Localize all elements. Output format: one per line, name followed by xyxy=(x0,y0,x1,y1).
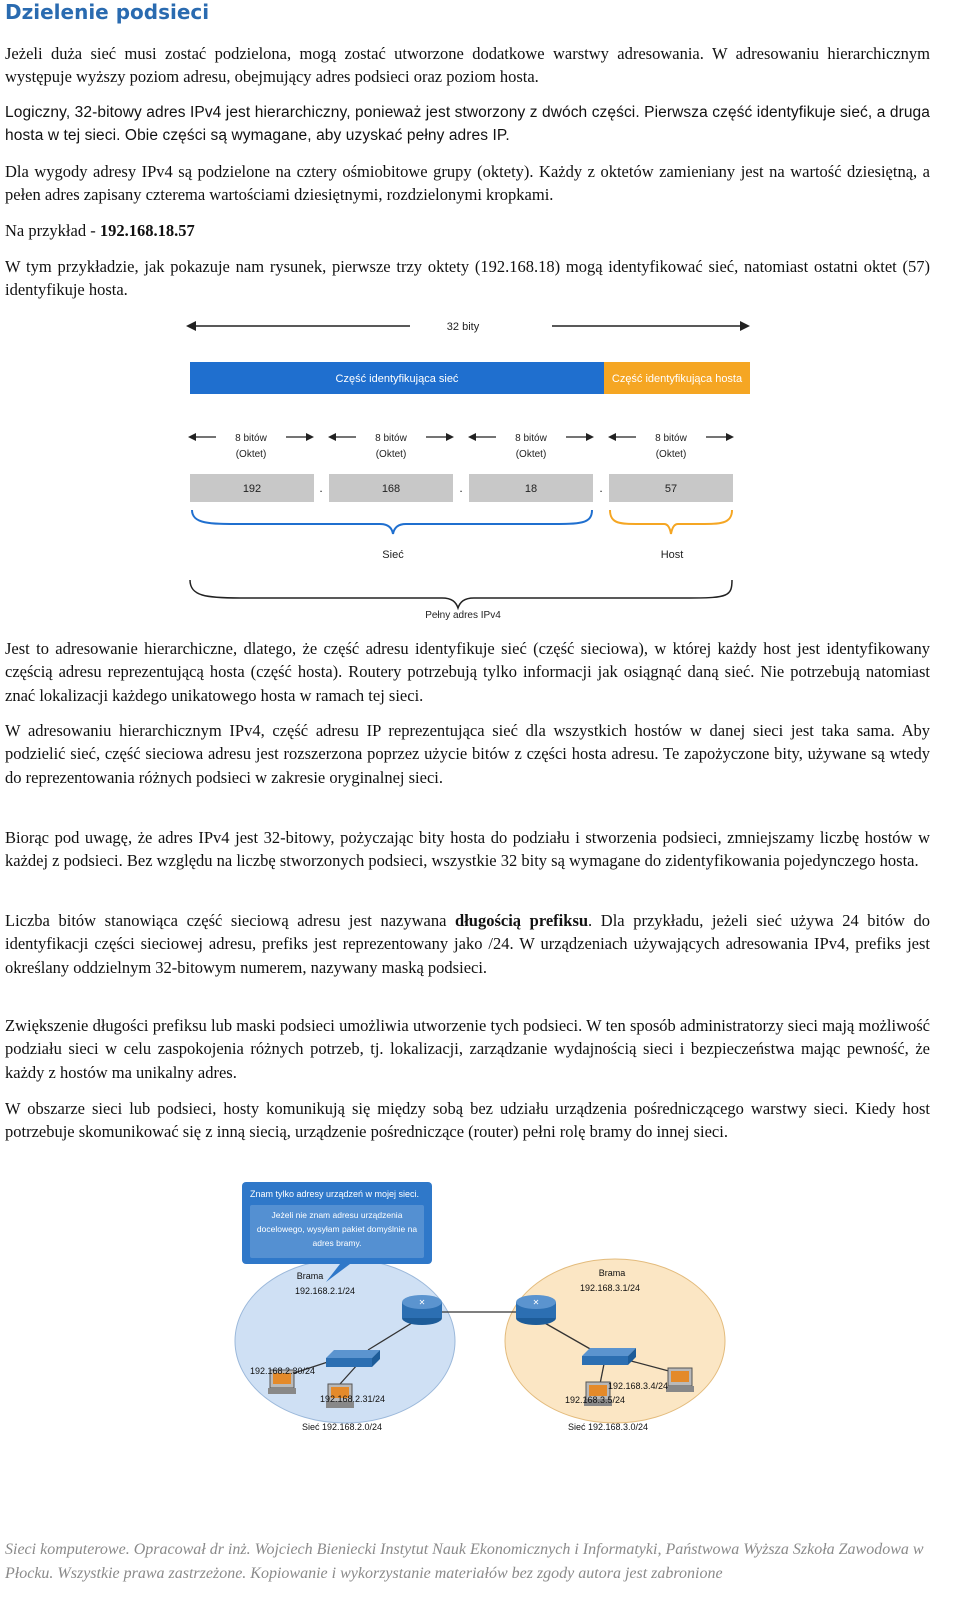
gateway-right-ip: 192.168.3.1/24 xyxy=(579,1283,641,1293)
example-address: 192.168.18.57 xyxy=(99,221,195,240)
gateway-left-title: Brama xyxy=(296,1271,324,1281)
octet-3-word: (Oktet) xyxy=(515,449,547,460)
router-left xyxy=(402,1295,442,1325)
host-left-2-ip: 192.168.2.31/24 xyxy=(320,1394,386,1404)
network-right-label: Sieć 192.168.3.0/24 xyxy=(567,1422,649,1432)
paragraph-example-explanation: W tym przykładzie, jak pokazuje nam rysunek, pierwsze trzy oktety (192.168.18) mogą identyfikować sieć, natomiast ostatni oktet (57) identyfikuje hosta. xyxy=(5,257,930,300)
paragraph-subnetting: W adresowaniu hierarchicznym IPv4, część adresu IP reprezentująca sieć dla wszystkich hostów w danej sieci jest taka sama. Aby podzielić sieć, część sieciowa adresu jest rozszerzona poprzez użycie bitów z części hosta adresu. Te zapożyczone bity, używane są wtedy do reprezentowania różnych podsieci w zakresie oryginalnej sieci. xyxy=(5,721,930,787)
ipv4-structure-figure xyxy=(180,312,760,624)
paragraph-prefix-length: Zwiększenie długości prefiksu lub maski podsieci umożliwia utworzenie tych podsieci. W ten sposób administratorzy sieci mają możliwość podziału sieci w celu zaspokojenia różnych potrzeb, tj. lokalizacji, zarządzanie wydajnością sieci i bezpieczeństwa mając pewność, że każdy z hostów ma unikalny adres. xyxy=(5,1016,930,1082)
octet-3 xyxy=(468,433,594,502)
paragraph-octets: Dla wygody adresy IPv4 są podzielone na cztery ośmiobitowe grupy (oktety). Każdy z oktetów zamieniany jest na wartość dziesiętną, a pełen adres zapisany czterema wartościami dziesiętnymi, rozdzielonymi kropkami. xyxy=(5,162,930,205)
octet-2-word: (Oktet) xyxy=(375,449,407,460)
paragraph-gateway: W obszarze sieci lub podsieci, hosty komunikują się między sobą bez udziału urządzenia pośredniczącego warstwy sieci. Kiedy host potrzebuje skomunikować się z inną siecią, urządzenie pośredniczące (router) pełni rolę bramy do innej sieci. xyxy=(5,1099,930,1142)
gateway-left-ip: 192.168.2.1/24 xyxy=(294,1286,356,1296)
page-footer: Sieci komputerowe. Opracował dr inż. Wojciech Bieniecki Instytut Nauk Ekonomicznych i Informatyki, Państwowa Wyższa Szkoła Zawodowa w Płocku. Wszystkie prawa zastrzeżone. Kopiowanie i wykorzystanie materiałów bez zgody autora jest zabronione xyxy=(5,1541,924,1582)
octet-4-value: 57 xyxy=(664,483,678,495)
paragraph-hierarchical: Jest to adresowanie hierarchiczne, dlatego, że część adresu identyfikuje sieć (część sieciowa), w której każdy host jest identyfikowany częścią adresu reprezentującą hosta (część hosta). Routery potrzebują tylko informacji jak osiągnąć daną sieć. Nie potrzebują natomiast znać lokalizacji każdego unikatowego hosta w ramach tej sieci. xyxy=(5,639,930,705)
switch-left xyxy=(326,1350,380,1367)
network-left-label: Sieć 192.168.2.0/24 xyxy=(301,1422,383,1432)
prefix-text-a: Liczba bitów stanowiąca część sieciową adresu jest nazywana xyxy=(5,911,456,930)
prefix-term: długością prefiksu xyxy=(455,911,589,930)
octet-4-bits: 8 bitów xyxy=(655,433,687,444)
octet-1 xyxy=(188,433,314,502)
paragraph-logical-address: Logiczny, 32-bitowy adres IPv4 jest hierarchiczny, ponieważ jest stworzony z dwóch części. Pierwsza część identyfikuje sieć, a druga hosta w tej sieci. Obie części są wymagane, aby uzyskać pełny adres IP. xyxy=(5,104,930,145)
paragraph-example xyxy=(5,219,930,242)
paragraph-prefix xyxy=(5,909,930,979)
octet-2-value: 168 xyxy=(381,483,401,495)
bits-arrowhead-left xyxy=(186,321,196,331)
octet-3-value: 18 xyxy=(524,483,538,495)
octet-2-bits: 8 bitów xyxy=(375,433,407,444)
octet-dot-3: . xyxy=(599,481,603,495)
octet-1-value: 192 xyxy=(242,483,262,495)
host-right-1-ip: 192.168.3.4/24 xyxy=(608,1381,669,1391)
paragraph-intro: Jeżeli duża sieć musi zostać podzielona, mogą zostać utworzone dodatkowe warstwy adresowania. W adresowaniu hierarchicznym występuje wyższy poziom adresu, obejmujący adres podsieci oraz poziom hosta. xyxy=(5,44,930,87)
host-label: Host xyxy=(660,549,684,561)
network-label: Sieć xyxy=(382,549,404,561)
octet-3-bits: 8 bitów xyxy=(515,433,547,444)
host-part-label: Część identyfikująca hosta xyxy=(611,373,743,385)
example-prefix: Na przykład - xyxy=(5,221,100,240)
full-address-label: Pełny adres IPv4 xyxy=(425,610,501,621)
bubble2-line-3: adres bramy. xyxy=(312,1238,362,1248)
octet-1-word: (Oktet) xyxy=(235,449,267,460)
octet-4-word: (Oktet) xyxy=(655,449,687,460)
full-address-brace xyxy=(190,580,732,608)
prefix-text-c: . Dla przykładu, jeżeli sieć używa 24 bitów do identyfikacji części sieciowej adresu, prefiks jest reprezentowany jako /24. W urządzeniach używających adresowania IPv4, prefiks jest określany oddzielnym 32-bitowym numerem, nazywany maską podsieci. xyxy=(5,911,930,977)
bubble-line-1: Znam tylko adresy urządzeń w mojej sieci. xyxy=(250,1189,420,1199)
gateway-network-figure xyxy=(230,1178,730,1440)
host-brace xyxy=(610,510,732,534)
octet-4 xyxy=(608,433,734,502)
host-right-2-ip: 192.168.3.5/24 xyxy=(565,1395,626,1405)
bits-label: 32 bity xyxy=(446,321,480,333)
page-title: Dzielenie podsieci xyxy=(5,0,210,24)
router-right xyxy=(516,1295,556,1325)
pc-right-1 xyxy=(666,1368,694,1392)
octet-1-bits: 8 bitów xyxy=(235,433,267,444)
octet-2 xyxy=(328,433,454,502)
octet-dot-1: . xyxy=(319,481,323,495)
bits-arrowhead-right xyxy=(740,321,750,331)
network-brace xyxy=(192,510,592,534)
bubble2-line-2: docelowego, wysyłam pakiet domyślnie na xyxy=(256,1224,418,1234)
router-right-icon: ✕ xyxy=(532,1298,540,1307)
octet-dot-2: . xyxy=(459,481,463,495)
router-left-icon: ✕ xyxy=(418,1298,426,1307)
gateway-right-title: Brama xyxy=(598,1268,626,1278)
network-part-label: Część identyfikująca sieć xyxy=(335,373,459,385)
bubble2-line-1: Jeżeli nie znam adresu urządzenia xyxy=(271,1210,403,1220)
host-left-1-ip: 192.168.2.30/24 xyxy=(250,1366,316,1376)
paragraph-borrowing: Biorąc pod uwagę, że adres IPv4 jest 32-bitowy, pożyczając bity hosta do podziału i stworzenia podsieci, zmniejszamy liczbę hostów w każdej z podsieci. Bez względu na liczbę stworzonych podsieci, wszystkie 32 bity są wymagane do zidentyfikowania pojedynczego hosta. xyxy=(5,828,930,871)
switch-right xyxy=(582,1348,636,1365)
